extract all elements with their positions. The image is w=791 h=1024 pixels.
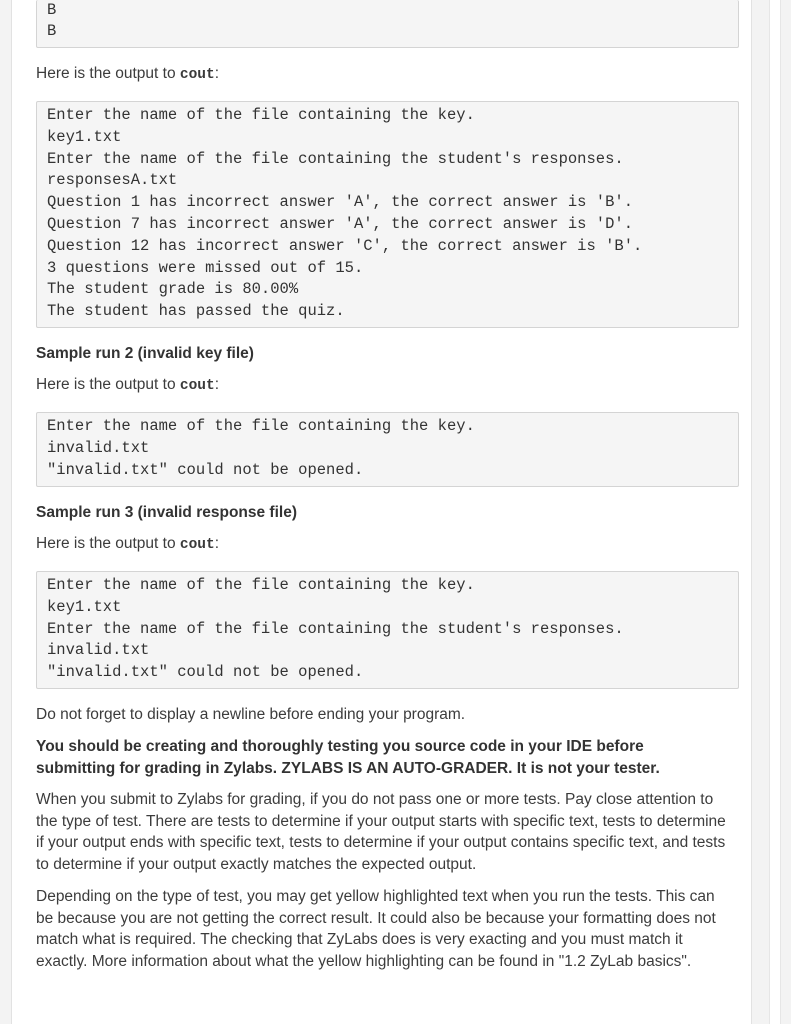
- code-line: Enter the name of the file containing the key.: [47, 106, 475, 124]
- run1-intro: [36, 63, 219, 87]
- testing-warning: You should be creating and thoroughly testing you source code in your IDE before submitting for grading in Zylabs. ZYLABS IS AN AUTO-GRADER. It is not your tester.: [36, 738, 660, 777]
- code-line: key1.txt: [47, 597, 122, 616]
- run2-output: [36, 412, 739, 487]
- run2-intro: [36, 374, 219, 398]
- intro-suffix: :: [214, 376, 220, 393]
- code-line: The student has passed the quiz.: [47, 302, 345, 321]
- lab-instructions: [36, 0, 739, 970]
- code-line: B: [47, 1, 57, 19]
- code-line: key1.txt: [47, 127, 122, 146]
- run1-output: [36, 101, 739, 328]
- code-line: Enter the name of the file containing the key.: [47, 576, 475, 594]
- scrollbar-track[interactable]: [769, 0, 781, 1024]
- intro-code: cout: [179, 67, 215, 83]
- run3-intro: [36, 533, 219, 557]
- intro-text: Here is the output to: [36, 535, 180, 552]
- code-line: Enter the name of the file containing the student's responses.: [47, 619, 624, 638]
- code-line: Question 7 has incorrect answer 'A', the correct answer is 'D'.: [47, 214, 633, 233]
- intro-text: Here is the output to: [36, 376, 180, 393]
- code-line: B: [47, 22, 57, 40]
- intro-suffix: :: [214, 535, 220, 552]
- intro-suffix: :: [214, 65, 220, 82]
- code-line: invalid.txt: [47, 641, 150, 660]
- run2-heading: Sample run 2 (invalid key file): [36, 345, 254, 362]
- code-line: The student grade is 80.00%: [47, 280, 299, 299]
- newline-note: Do not forget to display a newline before ending your program.: [36, 706, 466, 723]
- code-line: invalid.txt: [47, 438, 150, 457]
- code-line: Question 1 has incorrect answer 'A', the correct answer is 'B'.: [47, 193, 633, 212]
- tests-paragraph: When you submit to Zylabs for grading, if you do not pass one or more tests. Pay close attention to the type of test. There are tests to determine if your output starts with specific text, tests to determine if your output ends with specific text, tests to determine if your output contains specific text, and tests to determine if your output exactly matches the expected output.: [36, 791, 726, 873]
- intro-text: Here is the output to: [36, 65, 180, 82]
- code-line: responsesA.txt: [47, 171, 178, 190]
- code-line: Enter the name of the file containing the student's responses.: [47, 149, 624, 168]
- code-line: "invalid.txt" could not be opened.: [47, 663, 364, 682]
- intro-code: cout: [179, 378, 215, 394]
- intro-code: cout: [179, 537, 215, 553]
- code-line: Enter the name of the file containing the key.: [47, 417, 475, 435]
- run3-heading: Sample run 3 (invalid response file): [36, 504, 297, 521]
- code-line: 3 questions were missed out of 15.: [47, 258, 364, 277]
- code-line: "invalid.txt" could not be opened.: [47, 460, 364, 479]
- key-file-sample-tail: [36, 0, 739, 48]
- run3-output: [36, 571, 739, 689]
- highlight-paragraph: Depending on the type of test, you may get yellow highlighted text when you run the tests. This can be because you are not getting the correct result. It could also be because your formatting does not match what is required. The checking that ZyLabs does is very exacting and you must match it exactly. More information about what the yellow highlighting can be found in "1.2 ZyLab basics".: [36, 888, 716, 970]
- code-line: Question 12 has incorrect answer 'C', the correct answer is 'B'.: [47, 236, 643, 255]
